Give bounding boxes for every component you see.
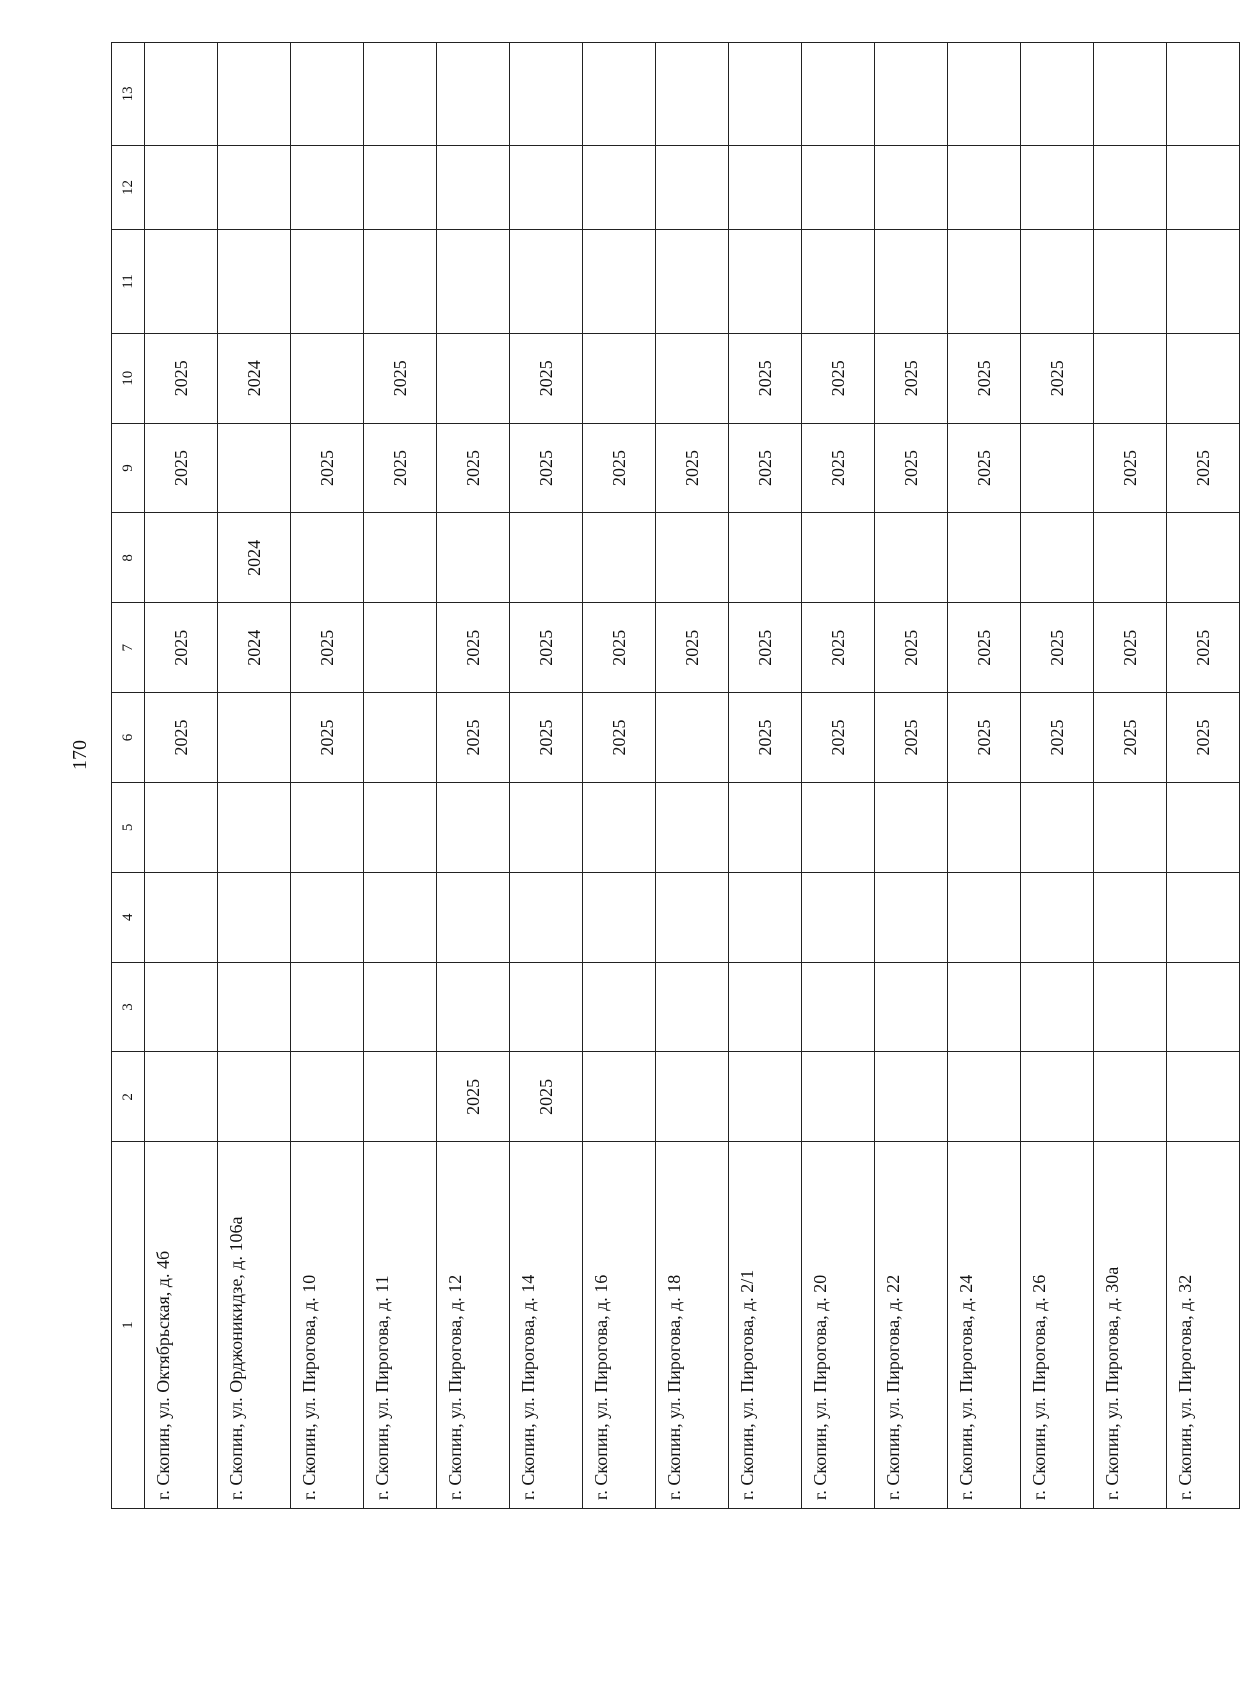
table-row xyxy=(948,43,1021,1509)
year-cell xyxy=(510,513,583,603)
table-row xyxy=(145,43,218,1509)
year-cell xyxy=(729,230,802,334)
year-cell xyxy=(364,962,437,1052)
year-cell xyxy=(437,145,510,230)
year-cell xyxy=(583,513,656,603)
year-cell: 2025 xyxy=(729,333,802,423)
column-header: 11 xyxy=(112,230,145,334)
address-cell: г. Скопин, ул. Пирогова, д. 12 xyxy=(437,1142,510,1509)
address-cell: г. Скопин, ул. Пирогова, д. 11 xyxy=(364,1142,437,1509)
year-cell: 2024 xyxy=(218,603,291,693)
year-cell xyxy=(583,1052,656,1142)
year-cell xyxy=(437,962,510,1052)
year-cell: 2025 xyxy=(948,603,1021,693)
year-cell xyxy=(583,43,656,146)
year-cell xyxy=(1094,145,1167,230)
year-cell xyxy=(948,145,1021,230)
year-cell xyxy=(437,513,510,603)
year-cell: 2025 xyxy=(145,603,218,693)
year-cell xyxy=(1094,43,1167,146)
year-cell: 2025 xyxy=(437,423,510,513)
address-cell: г. Скопин, ул. Орджоникидзе, д. 106а xyxy=(218,1142,291,1509)
year-cell: 2025 xyxy=(583,423,656,513)
year-cell xyxy=(291,782,364,872)
year-cell: 2025 xyxy=(656,603,729,693)
year-cell xyxy=(1167,333,1240,423)
year-cell xyxy=(656,962,729,1052)
year-cell: 2025 xyxy=(729,603,802,693)
year-cell xyxy=(218,230,291,334)
year-cell: 2025 xyxy=(729,423,802,513)
year-cell: 2025 xyxy=(510,423,583,513)
year-cell xyxy=(729,782,802,872)
year-cell xyxy=(437,333,510,423)
year-cell xyxy=(656,782,729,872)
year-cell xyxy=(948,513,1021,603)
year-cell xyxy=(1094,782,1167,872)
year-cell: 2025 xyxy=(510,333,583,423)
year-cell xyxy=(218,1052,291,1142)
year-cell xyxy=(437,43,510,146)
year-cell xyxy=(1021,423,1094,513)
address-cell: г. Скопин, ул. Пирогова, д. 20 xyxy=(802,1142,875,1509)
year-cell: 2025 xyxy=(875,693,948,783)
year-cell xyxy=(948,782,1021,872)
year-cell xyxy=(291,513,364,603)
year-cell xyxy=(145,782,218,872)
year-cell xyxy=(802,1052,875,1142)
year-cell xyxy=(802,145,875,230)
year-cell: 2025 xyxy=(1094,603,1167,693)
year-cell: 2025 xyxy=(948,693,1021,783)
year-cell xyxy=(1094,962,1167,1052)
year-cell xyxy=(875,145,948,230)
year-cell xyxy=(364,230,437,334)
year-cell xyxy=(218,782,291,872)
year-cell xyxy=(364,43,437,146)
year-cell xyxy=(145,43,218,146)
year-cell: 2025 xyxy=(802,333,875,423)
year-cell xyxy=(656,333,729,423)
address-cell: г. Скопин, ул. Пирогова, д. 10 xyxy=(291,1142,364,1509)
table-row xyxy=(510,43,583,1509)
year-cell xyxy=(1021,962,1094,1052)
column-header: 8 xyxy=(112,513,145,603)
year-cell xyxy=(1094,230,1167,334)
column-header: 2 xyxy=(112,1052,145,1142)
column-header: 13 xyxy=(112,43,145,146)
year-cell xyxy=(510,872,583,962)
year-cell xyxy=(802,782,875,872)
column-header: 10 xyxy=(112,333,145,423)
table-row xyxy=(875,43,948,1509)
table-row xyxy=(729,43,802,1509)
year-cell xyxy=(1021,1052,1094,1142)
address-cell: г. Скопин, ул. Пирогова, д. 14 xyxy=(510,1142,583,1509)
year-cell xyxy=(948,230,1021,334)
year-cell: 2025 xyxy=(1021,603,1094,693)
year-cell xyxy=(364,693,437,783)
year-cell xyxy=(729,1052,802,1142)
year-cell xyxy=(437,872,510,962)
year-cell: 2025 xyxy=(583,693,656,783)
year-cell xyxy=(802,43,875,146)
address-cell: г. Скопин, ул. Пирогова, д. 2/1 xyxy=(729,1142,802,1509)
year-cell xyxy=(510,145,583,230)
year-cell xyxy=(729,962,802,1052)
year-cell: 2025 xyxy=(875,603,948,693)
year-cell xyxy=(291,230,364,334)
year-cell: 2025 xyxy=(291,693,364,783)
year-cell xyxy=(291,333,364,423)
year-cell xyxy=(1094,333,1167,423)
year-cell xyxy=(145,1052,218,1142)
table-row xyxy=(802,43,875,1509)
year-cell: 2025 xyxy=(364,333,437,423)
year-cell: 2025 xyxy=(145,693,218,783)
year-cell xyxy=(291,1052,364,1142)
year-cell xyxy=(1094,872,1167,962)
year-cell xyxy=(1021,43,1094,146)
year-cell xyxy=(875,872,948,962)
year-cell xyxy=(1167,872,1240,962)
year-cell xyxy=(437,230,510,334)
year-cell xyxy=(583,872,656,962)
schedule-table-container xyxy=(111,42,1213,1509)
year-cell: 2025 xyxy=(510,693,583,783)
year-cell xyxy=(802,962,875,1052)
address-cell: г. Скопин, ул. Пирогова, д. 18 xyxy=(656,1142,729,1509)
year-cell xyxy=(875,962,948,1052)
year-cell xyxy=(656,513,729,603)
year-cell xyxy=(1167,782,1240,872)
year-cell xyxy=(948,962,1021,1052)
column-header: 12 xyxy=(112,145,145,230)
address-cell: г. Скопин, ул. Пирогова, д. 30а xyxy=(1094,1142,1167,1509)
year-cell: 2025 xyxy=(1021,333,1094,423)
table-header xyxy=(112,43,145,1509)
year-cell xyxy=(875,513,948,603)
year-cell xyxy=(875,1052,948,1142)
year-cell: 2025 xyxy=(802,423,875,513)
year-cell: 2025 xyxy=(1094,423,1167,513)
year-cell: 2025 xyxy=(1167,693,1240,783)
column-header: 5 xyxy=(112,782,145,872)
year-cell xyxy=(583,962,656,1052)
year-cell xyxy=(218,872,291,962)
year-cell: 2025 xyxy=(510,603,583,693)
year-cell: 2025 xyxy=(291,423,364,513)
table-row xyxy=(437,43,510,1509)
header-row xyxy=(112,43,145,1509)
year-cell xyxy=(218,145,291,230)
year-cell xyxy=(802,872,875,962)
table-row xyxy=(1021,43,1094,1509)
year-cell: 2025 xyxy=(437,1052,510,1142)
year-cell: 2025 xyxy=(583,603,656,693)
year-cell: 2025 xyxy=(437,603,510,693)
table-body xyxy=(145,43,1240,1509)
year-cell xyxy=(291,43,364,146)
year-cell xyxy=(364,872,437,962)
year-cell xyxy=(802,230,875,334)
year-cell xyxy=(656,145,729,230)
year-cell: 2025 xyxy=(510,1052,583,1142)
year-cell xyxy=(510,43,583,146)
year-cell xyxy=(583,782,656,872)
year-cell xyxy=(656,1052,729,1142)
year-cell xyxy=(145,145,218,230)
address-cell: г. Скопин, ул. Пирогова, д. 26 xyxy=(1021,1142,1094,1509)
year-cell: 2025 xyxy=(875,333,948,423)
year-cell xyxy=(218,693,291,783)
year-cell xyxy=(364,1052,437,1142)
address-cell: г. Скопин, ул. Пирогова, д. 24 xyxy=(948,1142,1021,1509)
year-cell xyxy=(1021,872,1094,962)
page-number: 170 xyxy=(69,740,91,770)
year-cell xyxy=(948,872,1021,962)
year-cell xyxy=(510,230,583,334)
year-cell: 2025 xyxy=(364,423,437,513)
year-cell xyxy=(291,872,364,962)
year-cell xyxy=(218,423,291,513)
year-cell xyxy=(1021,782,1094,872)
year-cell xyxy=(291,145,364,230)
year-cell xyxy=(729,872,802,962)
year-cell: 2025 xyxy=(948,333,1021,423)
year-cell xyxy=(1167,43,1240,146)
year-cell xyxy=(510,962,583,1052)
year-cell xyxy=(875,43,948,146)
schedule-table xyxy=(111,42,1240,1509)
year-cell xyxy=(364,145,437,230)
table-row xyxy=(656,43,729,1509)
year-cell: 2025 xyxy=(1167,603,1240,693)
year-cell xyxy=(1167,230,1240,334)
year-cell: 2025 xyxy=(948,423,1021,513)
year-cell xyxy=(729,43,802,146)
column-header: 3 xyxy=(112,962,145,1052)
year-cell xyxy=(948,1052,1021,1142)
year-cell xyxy=(437,782,510,872)
year-cell xyxy=(656,230,729,334)
year-cell xyxy=(729,513,802,603)
year-cell: 2024 xyxy=(218,333,291,423)
table-row xyxy=(291,43,364,1509)
year-cell: 2025 xyxy=(729,693,802,783)
year-cell: 2025 xyxy=(1021,693,1094,783)
address-cell: г. Скопин, ул. Пирогова, д. 16 xyxy=(583,1142,656,1509)
year-cell xyxy=(1167,1052,1240,1142)
year-cell: 2025 xyxy=(437,693,510,783)
column-header: 4 xyxy=(112,872,145,962)
table-row xyxy=(583,43,656,1509)
column-header: 7 xyxy=(112,603,145,693)
year-cell xyxy=(1021,230,1094,334)
year-cell xyxy=(729,145,802,230)
year-cell xyxy=(1094,513,1167,603)
table-row xyxy=(218,43,291,1509)
year-cell: 2025 xyxy=(656,423,729,513)
year-cell: 2025 xyxy=(291,603,364,693)
column-header: 9 xyxy=(112,423,145,513)
year-cell: 2025 xyxy=(1094,693,1167,783)
year-cell: 2025 xyxy=(802,693,875,783)
year-cell: 2025 xyxy=(145,333,218,423)
year-cell xyxy=(1094,1052,1167,1142)
table-row xyxy=(1094,43,1167,1509)
year-cell xyxy=(1167,962,1240,1052)
address-cell: г. Скопин, ул. Октябрьская, д. 4б xyxy=(145,1142,218,1509)
year-cell xyxy=(802,513,875,603)
year-cell xyxy=(510,782,583,872)
year-cell xyxy=(948,43,1021,146)
year-cell xyxy=(583,230,656,334)
year-cell: 2025 xyxy=(145,423,218,513)
year-cell xyxy=(364,603,437,693)
year-cell xyxy=(364,782,437,872)
year-cell xyxy=(656,693,729,783)
year-cell: 2025 xyxy=(875,423,948,513)
year-cell xyxy=(145,230,218,334)
year-cell xyxy=(656,872,729,962)
year-cell xyxy=(291,962,364,1052)
year-cell xyxy=(145,872,218,962)
address-cell: г. Скопин, ул. Пирогова, д. 22 xyxy=(875,1142,948,1509)
year-cell: 2025 xyxy=(1167,423,1240,513)
column-header: 6 xyxy=(112,693,145,783)
year-cell xyxy=(875,230,948,334)
address-cell: г. Скопин, ул. Пирогова, д. 32 xyxy=(1167,1142,1240,1509)
year-cell xyxy=(1167,513,1240,603)
year-cell xyxy=(583,333,656,423)
year-cell xyxy=(875,782,948,872)
year-cell xyxy=(656,43,729,146)
year-cell: 2024 xyxy=(218,513,291,603)
column-header: 1 xyxy=(112,1142,145,1509)
table-row xyxy=(364,43,437,1509)
year-cell xyxy=(218,43,291,146)
table-row xyxy=(1167,43,1240,1509)
year-cell xyxy=(1167,145,1240,230)
year-cell xyxy=(218,962,291,1052)
year-cell: 2025 xyxy=(802,603,875,693)
year-cell xyxy=(1021,513,1094,603)
year-cell xyxy=(583,145,656,230)
year-cell xyxy=(145,513,218,603)
year-cell xyxy=(364,513,437,603)
year-cell xyxy=(145,962,218,1052)
year-cell xyxy=(1021,145,1094,230)
